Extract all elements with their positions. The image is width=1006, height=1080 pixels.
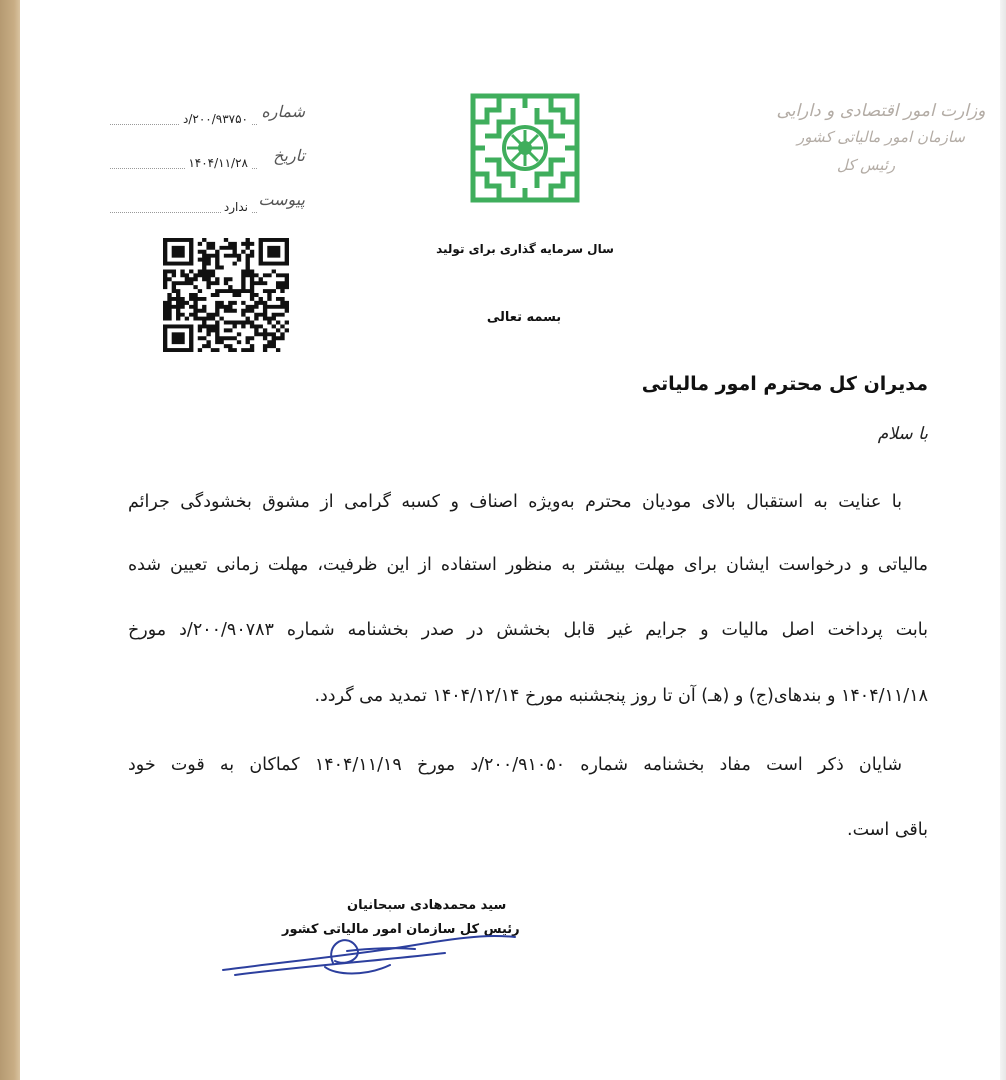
head-title-line: رئیس کل [836, 156, 896, 174]
date-value: ۱۴۰۴/۱۱/۲۸ [185, 156, 251, 170]
number-label: شماره [261, 102, 305, 121]
attachment-label: پیوست [258, 190, 305, 209]
attachment-row [110, 190, 305, 240]
body-paragraph1-line1: با عنایت به استقبال بالای مودیان محترم به‌ویژه اصناف و کسبه گرامی از مشوق بخشودگی جرائم [128, 492, 902, 512]
greeting: با سلام [877, 424, 928, 444]
number-value: ۲۰۰/۹۳۷۵۰/د [180, 112, 251, 126]
ministry-header-script [776, 98, 986, 180]
organization-line: سازمان امور مالیاتی کشور [797, 128, 965, 146]
tax-organization-logo-icon [469, 92, 581, 204]
body-paragraph1-line2: مالیاتی و درخواست ایشان برای مهلت بیشتر به منظور استفاده از این ظرفیت، مهلت زمانی تعیین شده [128, 555, 928, 575]
reference-block [110, 102, 305, 240]
signatory-name: سید محمدهادی سبحانیان [347, 898, 507, 913]
body-paragraph1-line3: بابت پرداخت اصل مالیات و جرایم غیر قابل بخشش در صدر بخشنامه شماره ۲۰۰/۹۰۷۸۳/د مورخ [128, 620, 928, 640]
page-edge-left [0, 0, 20, 1080]
qr-code [163, 238, 289, 352]
body-paragraph2-line2: باقی است. [847, 820, 928, 840]
year-slogan: سال سرمایه گذاری برای تولید [436, 242, 614, 256]
attachment-value: ندارد [221, 200, 251, 214]
date-label: تاریخ [273, 146, 305, 165]
recipient-line: مدیران کل محترم امور مالیاتی [641, 373, 928, 395]
page-edge-right [1000, 0, 1006, 1080]
body-paragraph1-line4: ۱۴۰۴/۱۱/۱۸ و بندهای(ج) و (هـ) آن تا روز پنجشنبه مورخ ۱۴۰۴/۱۲/۱۴ تمدید می گردد. [314, 686, 928, 706]
signatory-title: رئیس کل سازمان امور مالیاتی کشور [282, 922, 520, 937]
ministry-line: وزارت امور اقتصادی و دارایی [776, 101, 986, 121]
body-paragraph2-line1: شایان ذکر است مفاد بخشنامه شماره ۲۰۰/۹۱۰۵۰/د مورخ ۱۴۰۴/۱۱/۱۹ کماکان به قوت خود [128, 755, 902, 775]
handwritten-signature [215, 905, 520, 985]
bismillah: بسمه تعالی [486, 310, 562, 325]
